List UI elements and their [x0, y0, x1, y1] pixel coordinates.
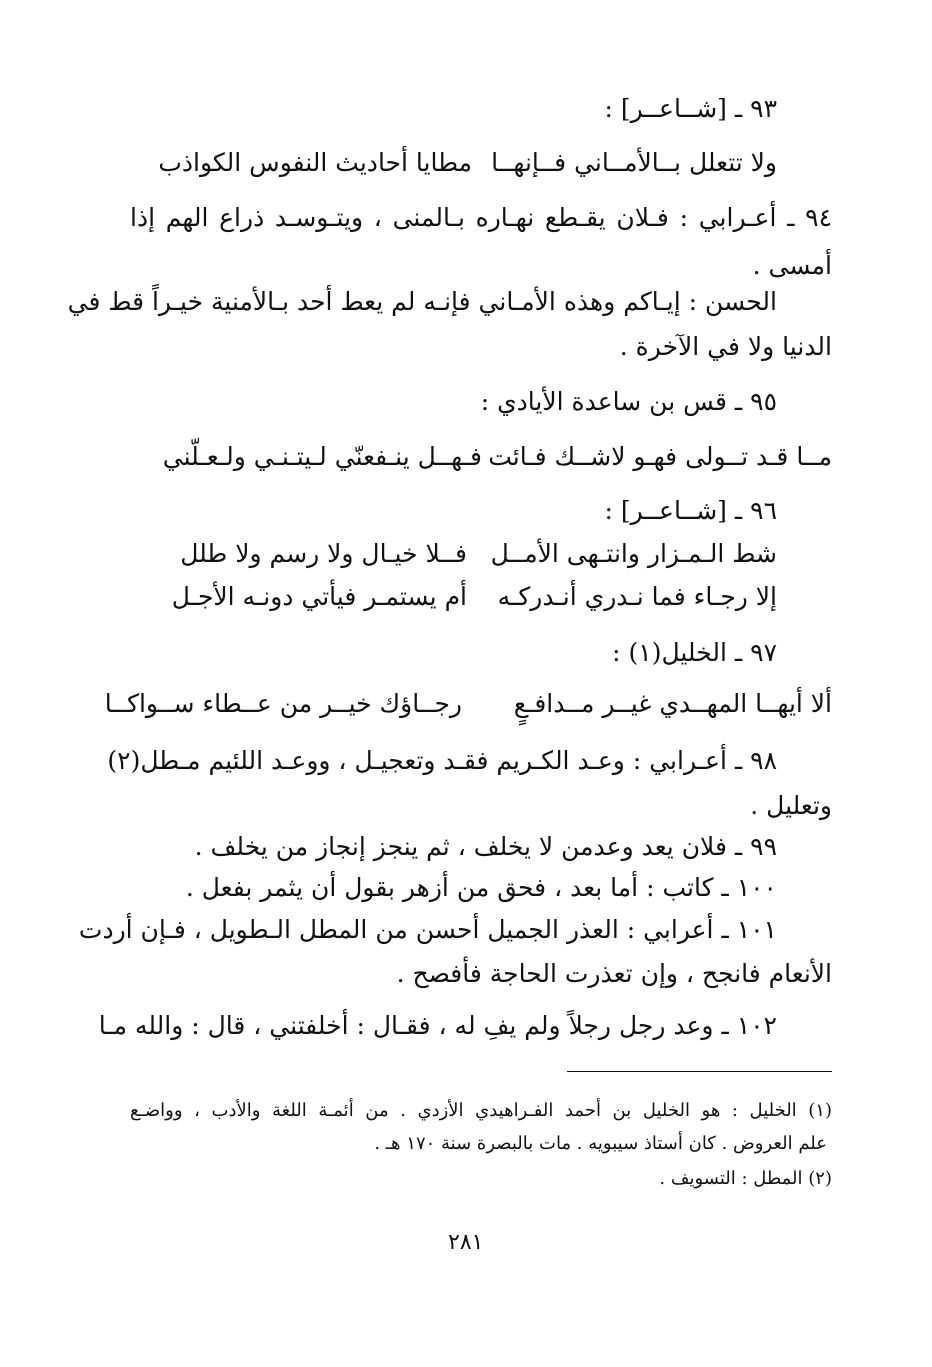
- entry-96-verse-2-right: إلا رجـاء فما نـدري أنـدركـه: [497, 582, 777, 611]
- entry-98-line-2: وتعليل .: [750, 791, 832, 820]
- entry-97-heading: ٩٧ ـ الخليل(١) :: [612, 638, 777, 667]
- entry-94-line-1: ٩٤ ـ أعـرابي : فـلان يقـطع نهـاره بـالمنى ، ويتـوسـد ذراع الهم إذا: [130, 203, 832, 232]
- entry-95-verse-left: فـهــل ينـفعنّي لـيتـنـي ولـعـلّني: [162, 442, 482, 471]
- footnote-2: (٢) المطل : التسويف .: [659, 1168, 832, 1189]
- entry-95-verse-right: مــا قـد تــولى فهـو لاشــك فـائت: [488, 442, 832, 471]
- footnote-1-line-2: علم العروض . كان أستاذ سيبويه . مات بالبصرة سنة ١٧٠ هـ .: [374, 1133, 827, 1154]
- entry-98-line-1: ٩٨ ـ أعـرابي : وعـد الكـريم فقـد وتعجيـل ، ووعـد اللئيم مـطل(٢): [107, 746, 777, 775]
- entry-100: ١٠٠ ـ كاتب : أما بعد ، فحق من أزهر بقول أن يثمر بفعل .: [185, 873, 777, 902]
- page-number: ٢٨١: [448, 1230, 484, 1255]
- footnote-1-line-1: (١) الخليل : هو الخليل بن أحمد الفـراهيدي الأزدي . من أئمـة اللغة والأدب ، وواضـع: [130, 1100, 832, 1121]
- entry-96-verse-1-left: فــلا خيـال ولا رسم ولا طلل: [180, 539, 467, 568]
- hasan-line-2: الدنيا ولا في الآخرة .: [619, 332, 832, 361]
- entry-101-line-2: الأنعام فانجح ، وإن تعذرت الحاجة فأفصح .: [396, 959, 832, 988]
- entry-97-verse-left: رجــاؤك خيــر من عــطاء ســواكــا: [104, 689, 462, 718]
- entry-102-line-1: ١٠٢ ـ وعد رجل رجلاً ولم يفِ له ، فقـال : أخلفتني ، قال : والله مـا: [98, 1011, 777, 1040]
- entry-97-verse-right: ألا أيهــا المهــدي غيــر مــدافـعٍ: [513, 689, 832, 718]
- entry-93-verse-right: ولا تتعلل بــالأمــاني فــإنهــا: [491, 148, 777, 177]
- entry-96-verse-1-right: شط الـمـزار وانتـهى الأمــل: [490, 539, 777, 568]
- entry-93-heading: ٩٣ ـ [شــاعــر] :: [604, 94, 777, 123]
- entry-93-verse-left: مطايا أحاديث النفوس الكواذب: [158, 148, 472, 177]
- entry-96-heading: ٩٦ ـ [شــاعــر] :: [604, 496, 777, 525]
- entry-101-line-1: ١٠١ ـ أعرابي : العذر الجميل أحسن من المطل الـطويل ، فـإن أردت: [78, 915, 777, 944]
- footnote-separator: [567, 1071, 832, 1072]
- entry-95-heading: ٩٥ ـ قس بن ساعدة الأيادي :: [480, 387, 777, 416]
- hasan-line-1: الحسن : إيـاكم وهذه الأمـاني فإنـه لم يعط أحد بـالأمنية خيـراً قط في: [67, 287, 777, 316]
- entry-94-line-2: أمسى .: [752, 251, 832, 280]
- entry-96-verse-2-left: أم يستمـر فيأتي دونـه الأجـل: [171, 582, 467, 611]
- entry-99: ٩٩ ـ فلان يعد وعدمن لا يخلف ، ثم ينجز إنجاز من يخلف .: [194, 832, 777, 861]
